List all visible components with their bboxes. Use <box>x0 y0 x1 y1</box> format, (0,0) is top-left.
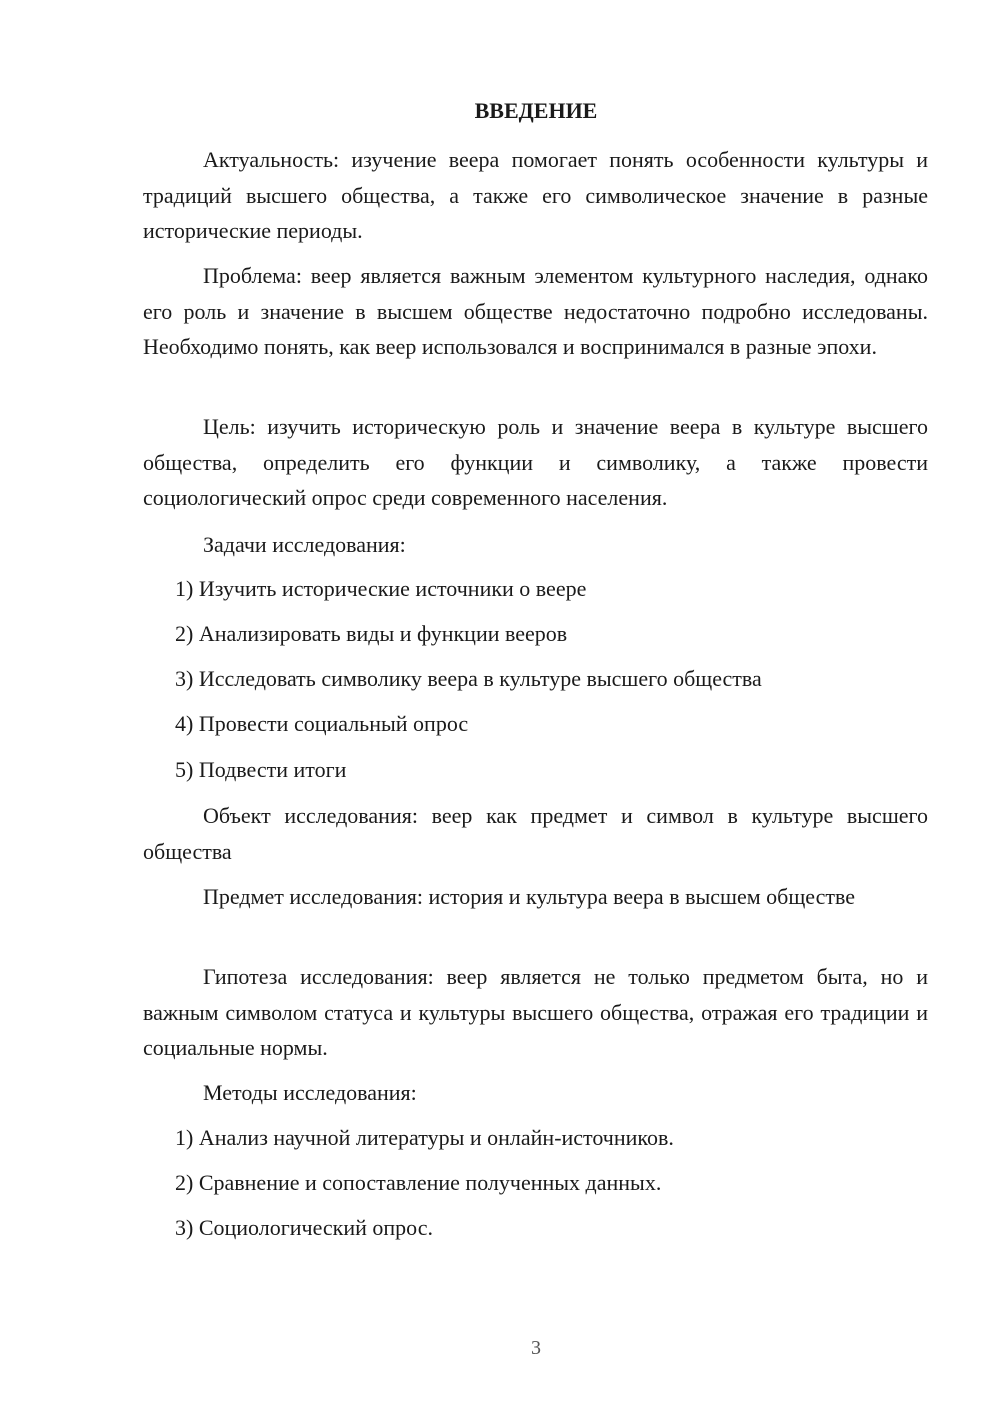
method-item-3: 3) Социологический опрос. <box>175 1215 433 1240</box>
hypothesis-paragraph: Гипотеза исследования: веер является не только предметом быта, но и важным символом статуса и культуры высшего общества, отражая его традиции и социальные нормы. <box>143 964 928 1060</box>
tasks-heading: Задачи исследования: <box>203 532 406 557</box>
task-item-1: 1) Изучить исторические источники о веере <box>175 576 587 601</box>
task-item-4: 4) Провести социальный опрос <box>175 711 469 736</box>
task-item-3: 3) Исследовать символику веера в культуре высшего общества <box>175 666 762 691</box>
method-item-2: 2) Сравнение и сопоставление полученных данных. <box>175 1170 662 1195</box>
page-number: 3 <box>531 1337 541 1359</box>
object-paragraph: Объект исследования: веер как предмет и символ в культуре высшего общества <box>143 803 928 864</box>
task-item-5: 5) Подвести итоги <box>175 757 347 782</box>
page-title: ВВЕДЕНИЕ <box>474 98 598 123</box>
methods-heading: Методы исследования: <box>203 1080 417 1105</box>
subject-paragraph: Предмет исследования: история и культура веера в высшем обществе <box>203 884 855 909</box>
problem-paragraph: Проблема: веер является важным элементом культурного наследия, однако его роль и значение в высшем обществе недостаточно подробно исследованы. Необходимо понять, как веер использовался и воспринимался в разные эпохи. <box>143 263 928 359</box>
relevance-paragraph: Актуальность: изучение веера помогает понять особенности культуры и традиций высшего общества, а также его символическое значение в разные исторические периоды. <box>143 147 928 243</box>
task-item-2: 2) Анализировать виды и функции вееров <box>175 621 568 646</box>
method-item-1: 1) Анализ научной литературы и онлайн-источников. <box>175 1125 674 1150</box>
goal-paragraph: Цель: изучить историческую роль и значение веера в культуре высшего общества, определить его функции и символику, а также провести социологический опрос среди современного населения. <box>143 414 928 510</box>
